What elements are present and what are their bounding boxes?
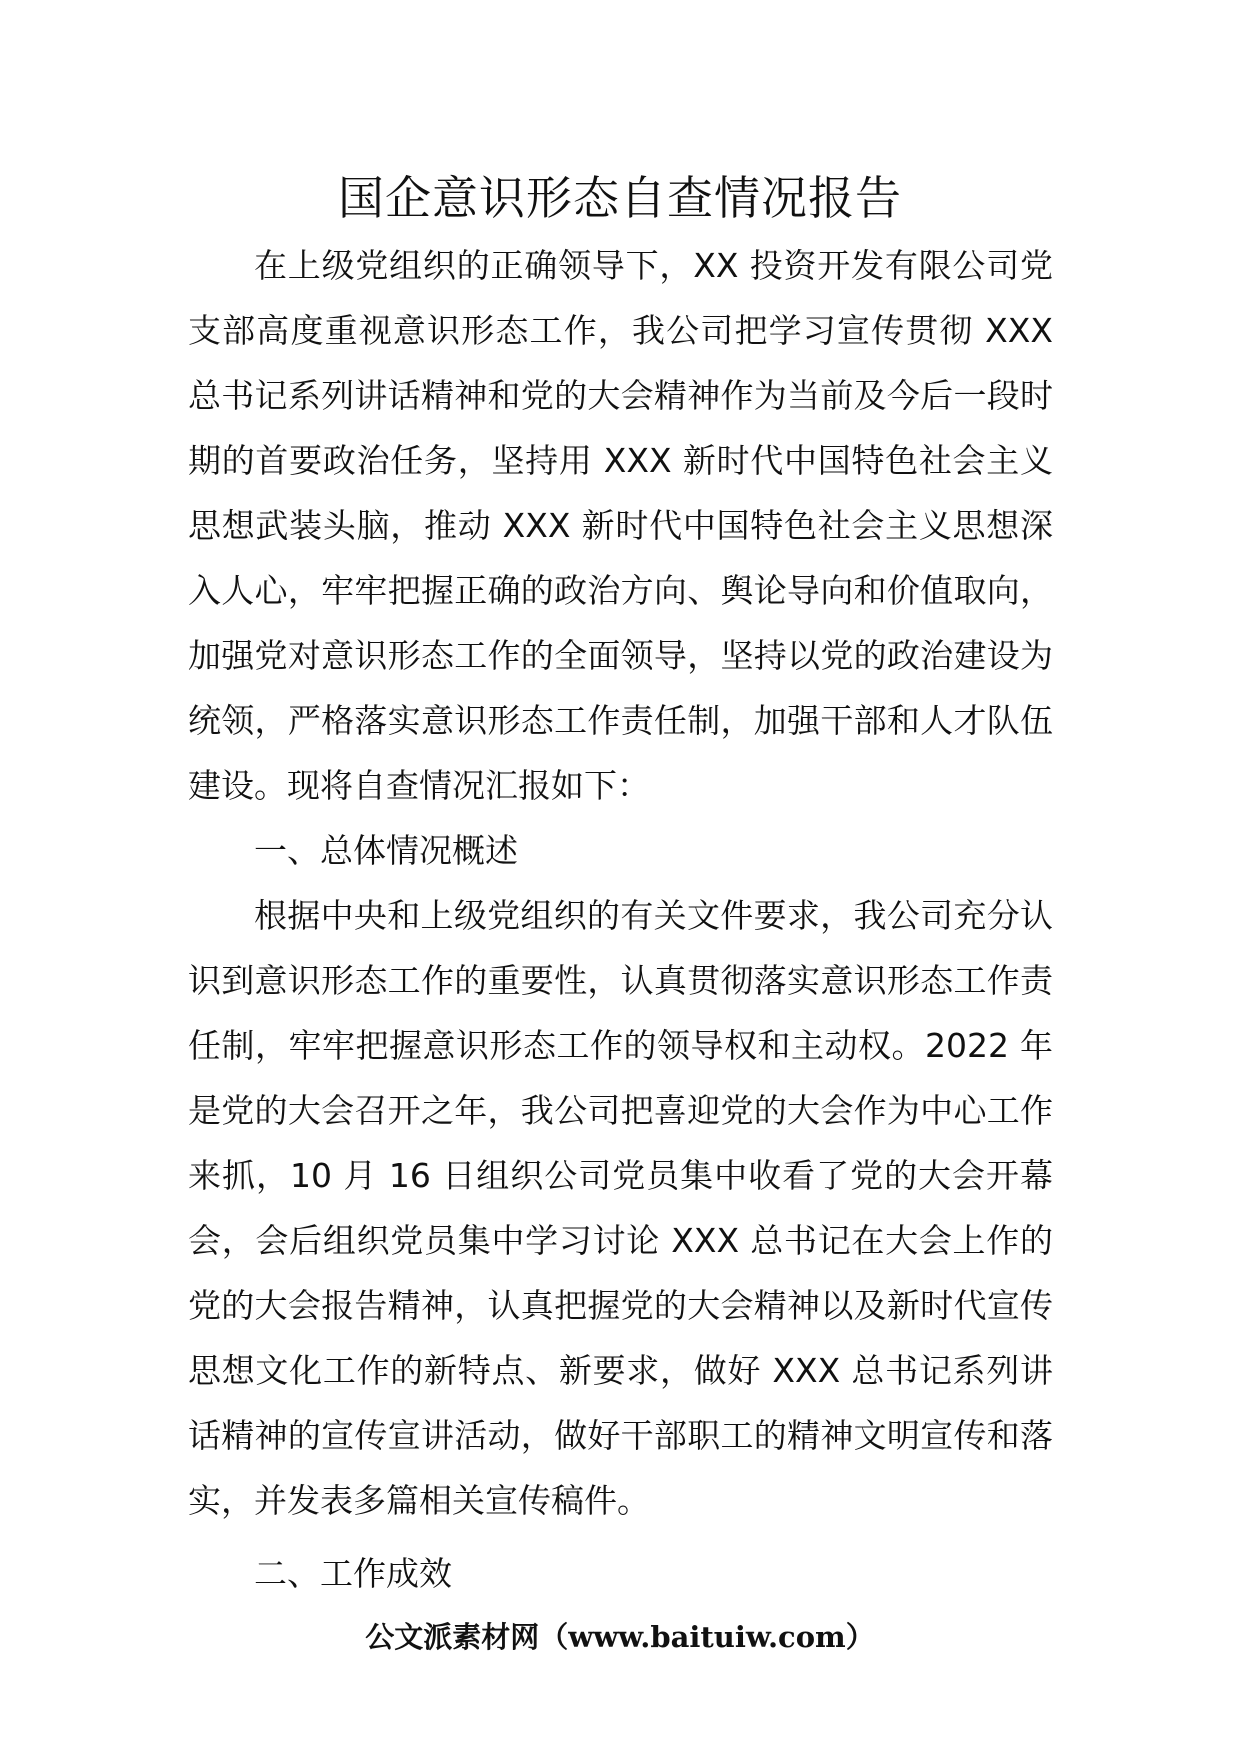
overview-paragraph: 根据中央和上级党组织的有关文件要求，我公司充分认识到意识形态工作的重要性，认真贯彻落实意识形态工作责任制，牢牢把握意识形态工作的领导权和主动权。2022 年是党的大会召开之年，我公司把喜迎党的大会作为中心工作来抓，10 月 16 日组织公司党员集中收看了党的大会开幕会，会后组织党员集中学习讨论 XXX 总书记在大会上作的党的大会报告精神，认真把握党的大会精神以及新时代宣传思想文化工作的新特点、新要求，做好 XXX 总书记系列讲话精神的宣传宣讲活动，做好干部职工的精神文明宣传和落实，并发表多篇相关宣传稿件。 <box>188 896 1053 1520</box>
document-title: 国企意识形态自查情况报告 <box>338 171 902 225</box>
document-body <box>188 233 1053 1606</box>
intro-paragraph: 在上级党组织的正确领导下，XX 投资开发有限公司党支部高度重视意识形态工作，我公司把学习宣传贯彻 XXX 总书记系列讲话精神和党的大会精神作为当前及今后一段时期的首要政治任务，坚持用 XXX 新时代中国特色社会主义思想武装头脑，推动 XXX 新时代中国特色社会主义思想深入人心，牢牢把握正确的政治方向、舆论导向和价值取向，加强党对意识形态工作的全面领导，坚持以党的政治建设为统领，严格落实意识形态工作责任制，加强干部和人才队伍建设。现将自查情况汇报如下： <box>188 246 1053 805</box>
section-heading-overview: 一、总体情况概述 <box>254 831 518 870</box>
section-heading-results: 二、工作成效 <box>254 1554 452 1593</box>
footer-watermark: 公文派素材网（www.baituiw.com） <box>365 1620 875 1654</box>
